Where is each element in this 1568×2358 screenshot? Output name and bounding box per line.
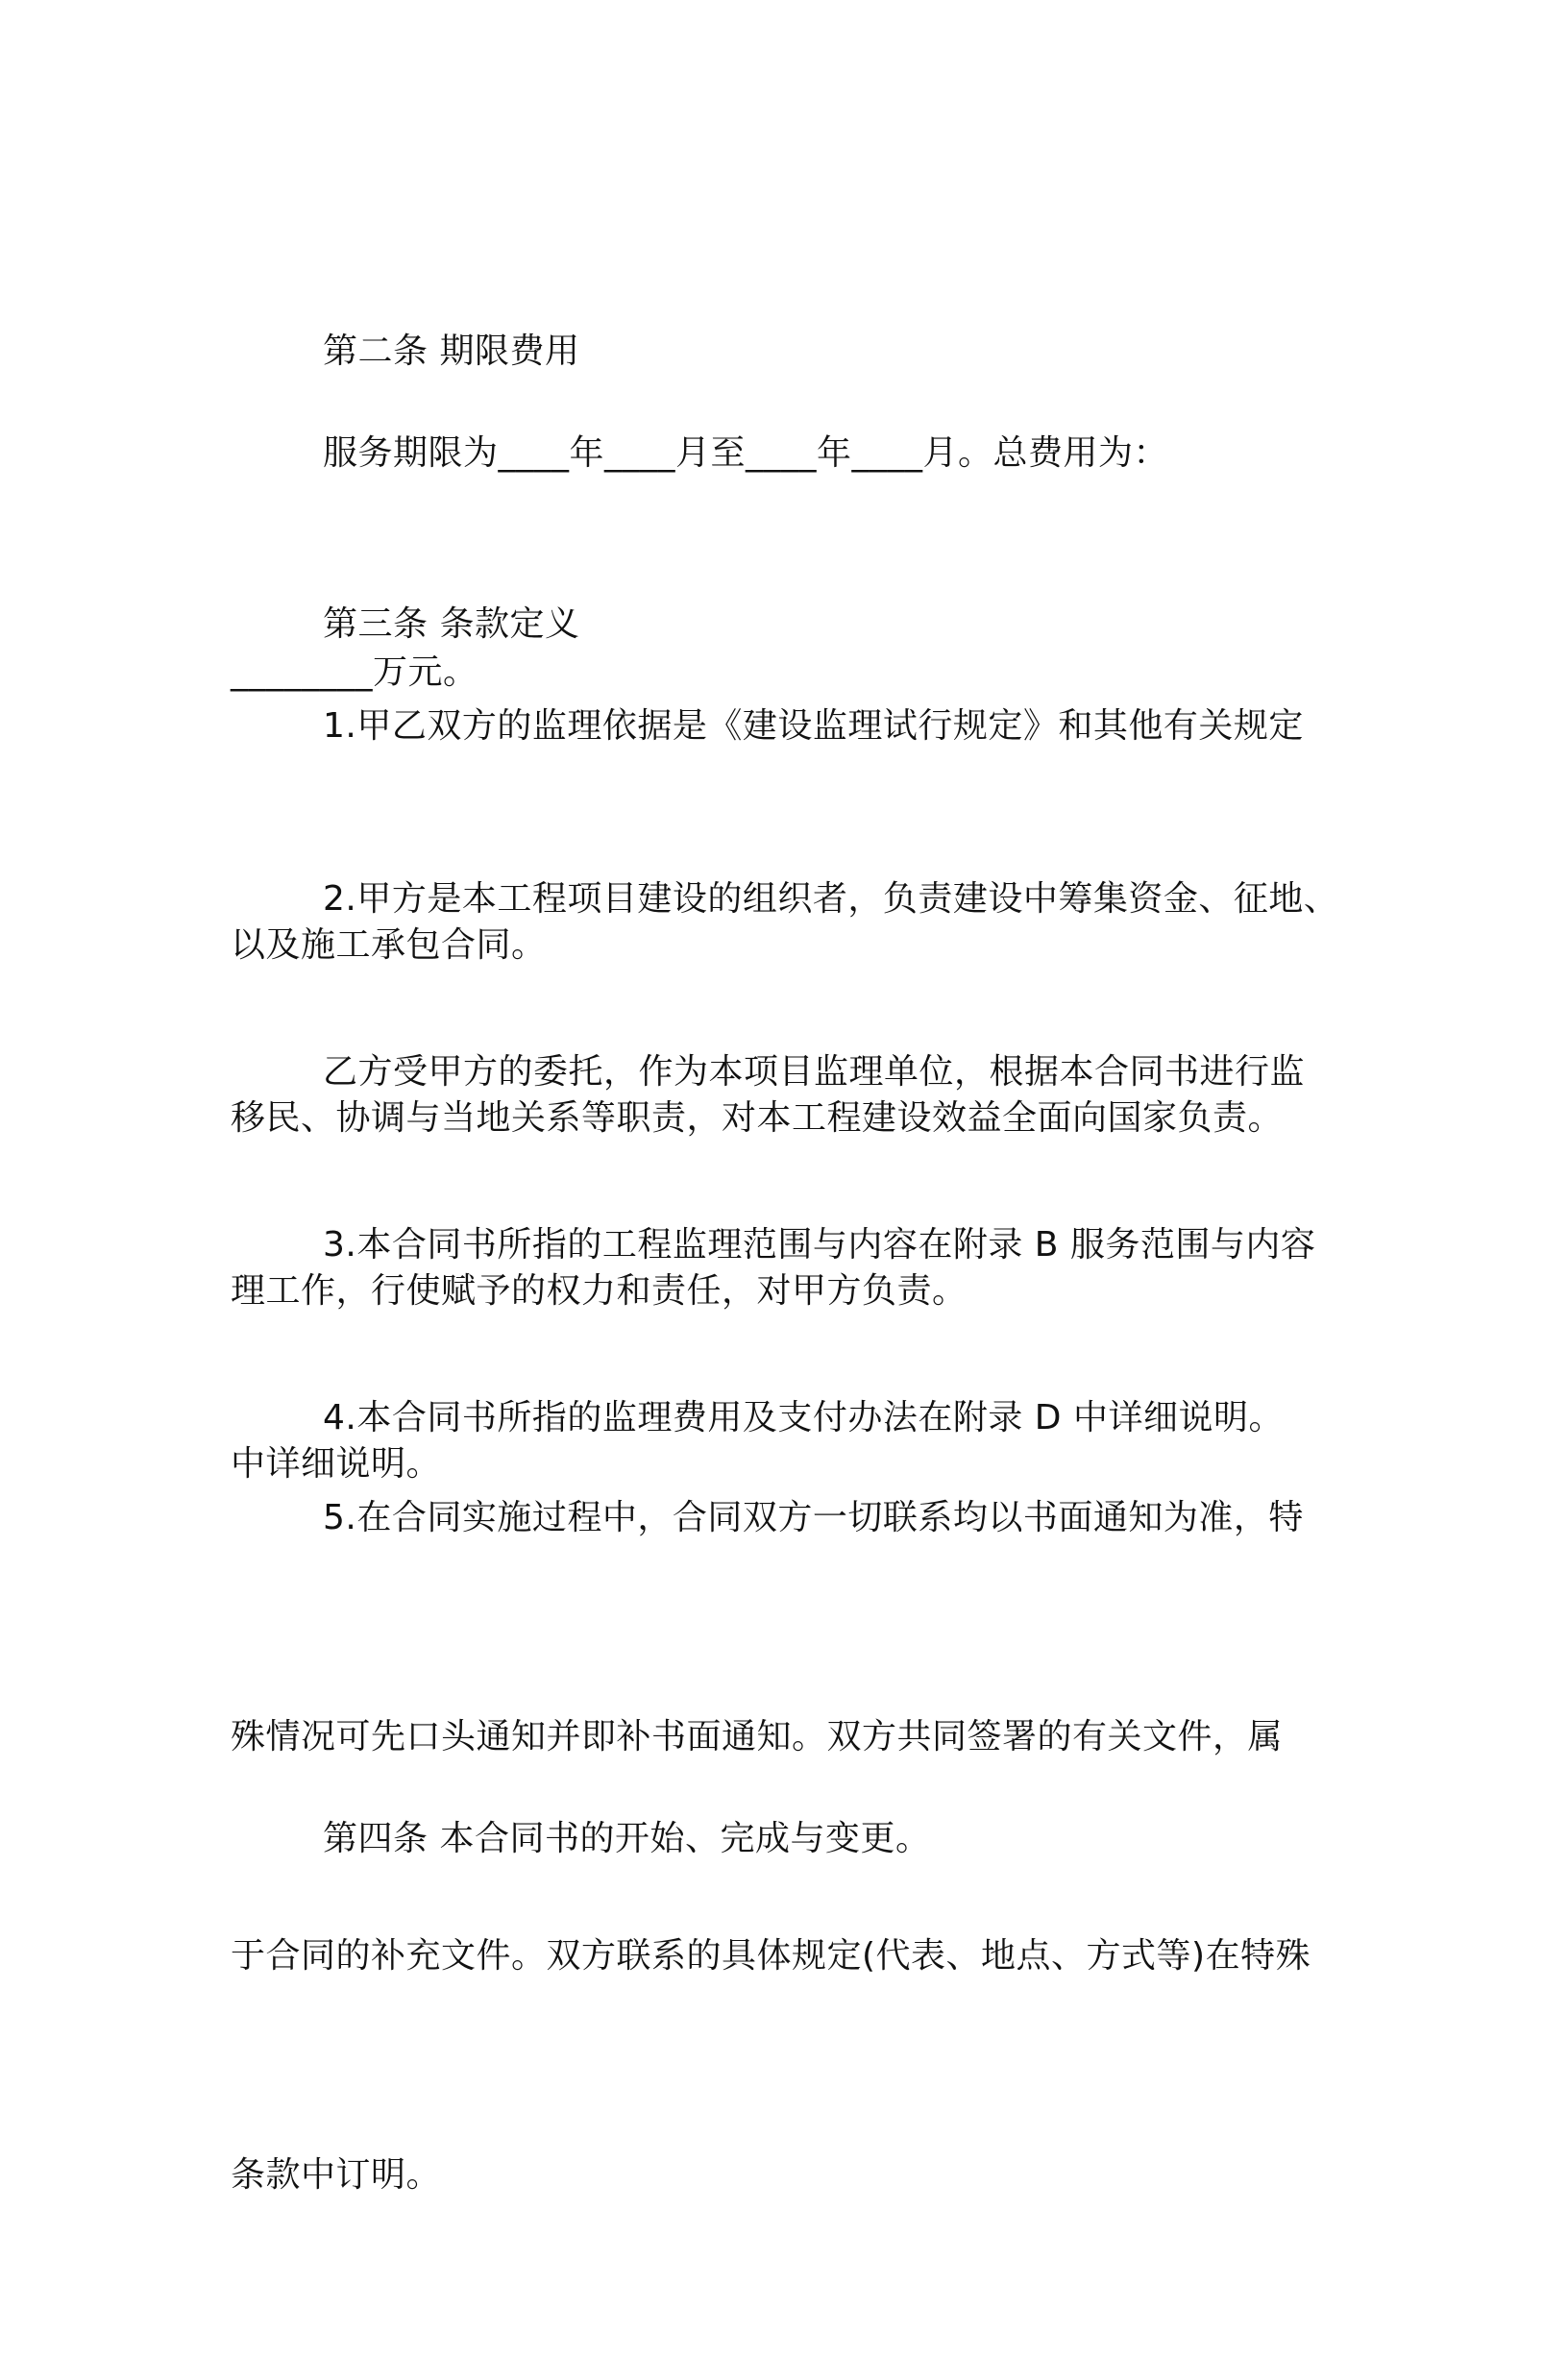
- paragraph-line: 中详细说明。: [231, 1444, 442, 1484]
- paragraph-line: 2.甲方是本工程项目建设的组织者，负责建设中筹集资金、征地、: [323, 879, 1339, 919]
- paragraph-line: 第二条 期限费用: [323, 332, 580, 371]
- paragraph-line: 第三条 条款定义: [323, 604, 580, 644]
- paragraph-line: 3.本合同书所指的工程监理范围与内容在附录 B 服务范围与内容: [323, 1225, 1316, 1265]
- paragraph-line: 乙方受甲方的委托，作为本项目监理单位，根据本合同书进行监: [323, 1052, 1306, 1092]
- paragraph-line: ________万元。: [231, 652, 478, 692]
- paragraph-line: 第四条 本合同书的开始、完成与变更。: [323, 1819, 931, 1858]
- paragraph-line: 于合同的补充文件。双方联系的具体规定(代表、地点、方式等)在特殊: [231, 1936, 1311, 1976]
- paragraph-line: 1.甲乙双方的监理依据是《建设监理试行规定》和其他有关规定: [323, 706, 1304, 746]
- paragraph-line: 4.本合同书所指的监理费用及支付办法在附录 D 中详细说明。: [323, 1398, 1284, 1437]
- paragraph-line: 移民、协调与当地关系等职责，对本工程建设效益全面向国家负责。: [231, 1098, 1284, 1138]
- paragraph-line: 5.在合同实施过程中，合同双方一切联系均以书面通知为准，特: [323, 1498, 1304, 1537]
- paragraph-line: 条款中订明。: [231, 2155, 442, 2195]
- paragraph-line: 理工作，行使赋予的权力和责任，对甲方负责。: [231, 1271, 968, 1311]
- paragraph-line: 服务期限为____年____月至____年____月。总费用为：: [323, 433, 1169, 473]
- paragraph-line: 以及施工承包合同。: [231, 925, 547, 965]
- paragraph-line: 殊情况可先口头通知并即补书面通知。双方共同签署的有关文件，属: [231, 1717, 1284, 1756]
- section-heading-article-4: [231, 1657, 1345, 2022]
